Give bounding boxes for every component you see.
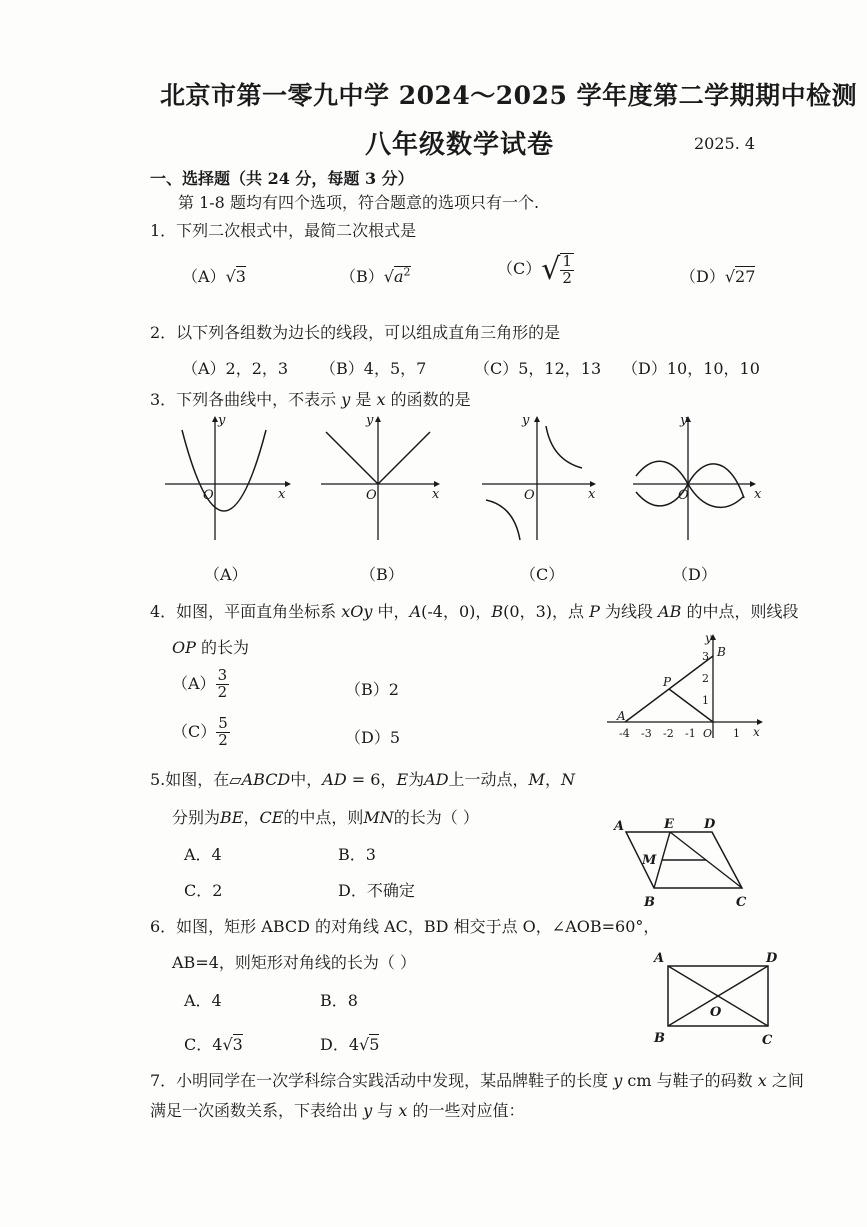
y-axis-label: y <box>522 413 530 428</box>
q5-text-h: ， <box>243 808 260 827</box>
q4-option-b: （B）2 <box>345 680 399 699</box>
q5-text-d: 为 <box>408 770 425 789</box>
q3-label-b: （B） <box>360 565 404 584</box>
q5-text-j: 的长为（ ） <box>393 808 479 827</box>
q5-option-b: B．3 <box>338 845 376 864</box>
vertex-d-label: D <box>766 951 778 966</box>
q3-graph-d <box>628 412 768 552</box>
exam-subtitle: 八年级数学试卷 <box>365 130 555 160</box>
section-instruction: 第 1-8 题均有四个选项，符合题意的选项只有一个. <box>178 193 540 212</box>
q3-label-d: （D） <box>672 565 717 584</box>
q3-stem-mid: 是 <box>350 390 377 409</box>
q3-graph-b <box>316 412 451 552</box>
section-heading: 一、选择题（共 24 分，每题 3 分） <box>150 169 414 188</box>
point-e-label: E <box>664 817 674 832</box>
q7-text-e: 与 <box>372 1101 399 1120</box>
point-b-label: B <box>717 645 726 659</box>
point-m-label: M <box>642 853 657 868</box>
y-axis-arrow <box>375 416 381 422</box>
q5-text-b: 中， <box>290 770 323 789</box>
origin-label: O <box>678 488 689 503</box>
q7-text-d: 满足一次函数关系，下表给出 <box>150 1101 364 1120</box>
q7-var-y: y <box>613 1071 623 1090</box>
sqrt-sign: √ <box>359 1035 370 1054</box>
q4-stem-coord-a: (-4，0)， <box>421 602 492 621</box>
sqrt-sign: √ <box>225 267 236 286</box>
x-tick-label: -2 <box>663 727 674 740</box>
exam-title: 北京市第一零九中学 2024～2025 学年度第二学期期中检测 <box>160 81 858 110</box>
q4-stem-coord-b: (0，3)，点 <box>503 602 590 621</box>
exam-date: 2025. 4 <box>694 134 756 153</box>
sqrt-sign: √ <box>222 1035 233 1054</box>
q5-point-m: M <box>528 770 545 789</box>
q4-option-a-numerator: 3 <box>217 666 228 684</box>
hyperbola-lower-branch <box>486 500 520 540</box>
q4-stem-seg-ab: AB <box>658 602 682 621</box>
origin-label: O <box>703 727 713 740</box>
q5-text-c: = 6， <box>346 770 397 789</box>
q2-option-b: （B）4，5，7 <box>320 359 427 378</box>
q4-stem-text-b: 中， <box>372 602 410 621</box>
q5-text-f: ， <box>544 770 561 789</box>
q6-option-c-radicand: 3 <box>232 1035 243 1054</box>
x-axis-label: x <box>432 487 440 502</box>
q3-label-c: （C） <box>520 565 565 584</box>
q1-option-b-exponent: 2 <box>403 265 411 279</box>
vertex-c-label: C <box>736 895 747 910</box>
q5-text-g: 分别为 <box>172 808 221 827</box>
q6-rectangle-figure <box>648 946 788 1050</box>
q5-segment-be: BE <box>220 808 244 827</box>
q6-option-d <box>320 1032 379 1055</box>
q1-option-d <box>680 264 755 287</box>
q1-option-a-label: （A） <box>182 267 226 286</box>
q1-option-b-label: （B） <box>340 267 384 286</box>
q6-option-d-radicand: 5 <box>369 1035 380 1054</box>
sqrt-sign: √ <box>383 267 394 286</box>
q3-graph-a <box>160 412 295 552</box>
y-axis-label: y <box>680 413 688 428</box>
q7-stem-line1 <box>150 1068 804 1091</box>
x-tick-label: -1 <box>685 727 696 740</box>
sqrt-sign: √ <box>724 267 736 286</box>
curve-two <box>636 464 744 506</box>
q4-stem-text-c: 为线段 <box>599 602 659 621</box>
origin-label: O <box>366 488 377 503</box>
x-tick-label: -4 <box>619 727 630 740</box>
x-tick-label: 1 <box>733 727 740 740</box>
q7-stem-line2 <box>150 1098 524 1121</box>
q3-label-a: （A） <box>204 565 248 584</box>
q4-stem-xoy: xOy <box>341 602 373 621</box>
q5-stem-line1 <box>150 767 575 790</box>
sqrt-sign: √ <box>541 252 561 287</box>
q4-stem-text-a: 4．如图，平面直角坐标系 <box>150 602 342 621</box>
q5-text-i: 的中点，则 <box>283 808 364 827</box>
q4-stem-text-d: 的中点，则线段 <box>681 602 799 621</box>
q4-option-c <box>172 716 230 749</box>
origin-label: O <box>203 488 214 503</box>
q1-option-a-radicand: 3 <box>235 267 246 286</box>
q2-stem: 2．以下列各组数为边长的线段，可以组成直角三角形的是 <box>150 323 561 342</box>
q5-parallelogram-figure <box>612 812 762 912</box>
q2-option-a: （A）2，2，3 <box>182 359 289 378</box>
q5-segment-ad: AD <box>322 770 347 789</box>
q2-option-d: （D）10，10，10 <box>622 359 760 378</box>
q3-stem-prefix: 3．下列各曲线中，不表示 <box>150 390 342 409</box>
q6-option-c-label: C．4 <box>184 1035 223 1054</box>
q4-stem-seg-op: OP <box>172 638 196 657</box>
q5-segment-ad-2: AD <box>424 770 449 789</box>
q1-option-c-label: （C） <box>497 259 542 278</box>
q6-option-b: B．8 <box>320 991 358 1010</box>
q7-var-y-2: y <box>363 1101 373 1120</box>
q1-option-a <box>182 264 246 287</box>
q4-stem-text-e: 的长为 <box>195 638 249 657</box>
q4-stem-point-p: P <box>589 602 600 621</box>
q1-option-b-base: a <box>393 267 404 286</box>
q1-option-c <box>497 252 574 287</box>
y-axis-label: y <box>218 413 226 428</box>
parabola-curve <box>182 430 266 511</box>
x-axis-label: x <box>753 725 760 739</box>
q6-stem-line1: 6．如图，矩形 ABCD 的对角线 AC，BD 相交于点 O，∠AOB=60°， <box>150 917 660 936</box>
q4-option-a <box>172 668 229 701</box>
q7-text-a: 7．小明同学在一次学科综合实践活动中发现，某品牌鞋子的长度 <box>150 1071 614 1090</box>
q7-text-c: 之间 <box>766 1071 804 1090</box>
q6-option-d-label: D．4 <box>320 1035 360 1054</box>
point-a-label: A <box>617 709 626 723</box>
q4-stem-point-b: B <box>491 602 504 621</box>
q5-segment-ce: CE <box>259 808 284 827</box>
y-axis-label: y <box>366 413 374 428</box>
q5-text-a: 5.如图，在▱ <box>150 770 242 789</box>
q2-option-c: （C）5，12，13 <box>474 359 602 378</box>
q3-stem-suffix: 的函数的是 <box>385 390 471 409</box>
q6-stem-line2: AB=4，则矩形对角线的长为（ ） <box>172 953 416 972</box>
q5-point-n: N <box>560 770 575 789</box>
q5-option-d: D．不确定 <box>338 881 415 900</box>
q1-option-d-radicand: 27 <box>735 267 756 286</box>
hyperbola-upper-branch <box>546 426 582 468</box>
q4-coordinate-figure <box>605 630 765 742</box>
q5-option-c: C．2 <box>184 881 223 900</box>
q7-text-b: cm 与鞋子的码数 <box>622 1071 758 1090</box>
q7-text-f: 的一些对应值： <box>407 1101 525 1120</box>
q3-stem <box>150 387 471 410</box>
q5-option-a: A．4 <box>184 845 222 864</box>
point-p-label: P <box>663 675 672 689</box>
q7-var-x: x <box>757 1071 767 1090</box>
q1-option-d-label: （D） <box>680 267 725 286</box>
origin-label: O <box>524 488 535 503</box>
vertex-c-label: C <box>762 1033 773 1048</box>
q5-text-e: 上一动点， <box>448 770 529 789</box>
vertex-b-label: B <box>644 895 655 910</box>
q1-option-b <box>340 264 411 287</box>
q5-segment-mn: MN <box>363 808 394 827</box>
q4-option-a-label: （A） <box>172 673 216 693</box>
q3-graph-c <box>472 412 607 552</box>
q5-point-e: E <box>396 770 409 789</box>
y-axis-label: y <box>705 631 712 645</box>
x-axis-label: x <box>754 487 762 502</box>
q1-stem: 1．下列二次根式中，最简二次根式是 <box>150 221 417 240</box>
x-axis-arrow <box>285 481 291 487</box>
q4-option-c-numerator: 5 <box>218 714 228 732</box>
q4-stem-line2 <box>172 635 249 658</box>
y-axis-arrow <box>534 416 540 422</box>
x-axis-label: x <box>588 487 596 502</box>
q4-option-c-denominator: 2 <box>218 730 228 749</box>
q4-stem-point-a: A <box>409 602 422 621</box>
q4-option-d: （D）5 <box>345 728 401 747</box>
q5-parallelogram-name: ABCD <box>241 770 291 789</box>
q3-var-x: x <box>376 390 386 409</box>
q3-var-y: y <box>341 390 351 409</box>
q4-option-a-denominator: 2 <box>217 682 228 701</box>
q4-stem-line1 <box>150 599 798 622</box>
q1-option-c-denominator: 2 <box>562 268 572 287</box>
q4-option-c-label: （C） <box>172 721 217 741</box>
x-tick-label: -3 <box>641 727 652 740</box>
center-o-label: O <box>710 1005 722 1020</box>
q1-option-c-numerator: 1 <box>562 251 572 270</box>
vertex-d-label: D <box>704 817 716 832</box>
vertex-a-label: A <box>654 951 665 966</box>
q6-option-c <box>184 1032 243 1055</box>
y-tick-label: 2 <box>702 672 709 685</box>
q6-option-a: A．4 <box>184 991 222 1010</box>
x-axis-label: x <box>278 487 286 502</box>
y-tick-label: 3 <box>702 650 709 663</box>
q7-var-x-2: x <box>398 1101 408 1120</box>
q5-stem-line2 <box>172 805 479 828</box>
y-tick-label: 1 <box>702 694 709 707</box>
vertex-a-label: A <box>614 819 625 834</box>
vertex-b-label: B <box>654 1031 665 1046</box>
